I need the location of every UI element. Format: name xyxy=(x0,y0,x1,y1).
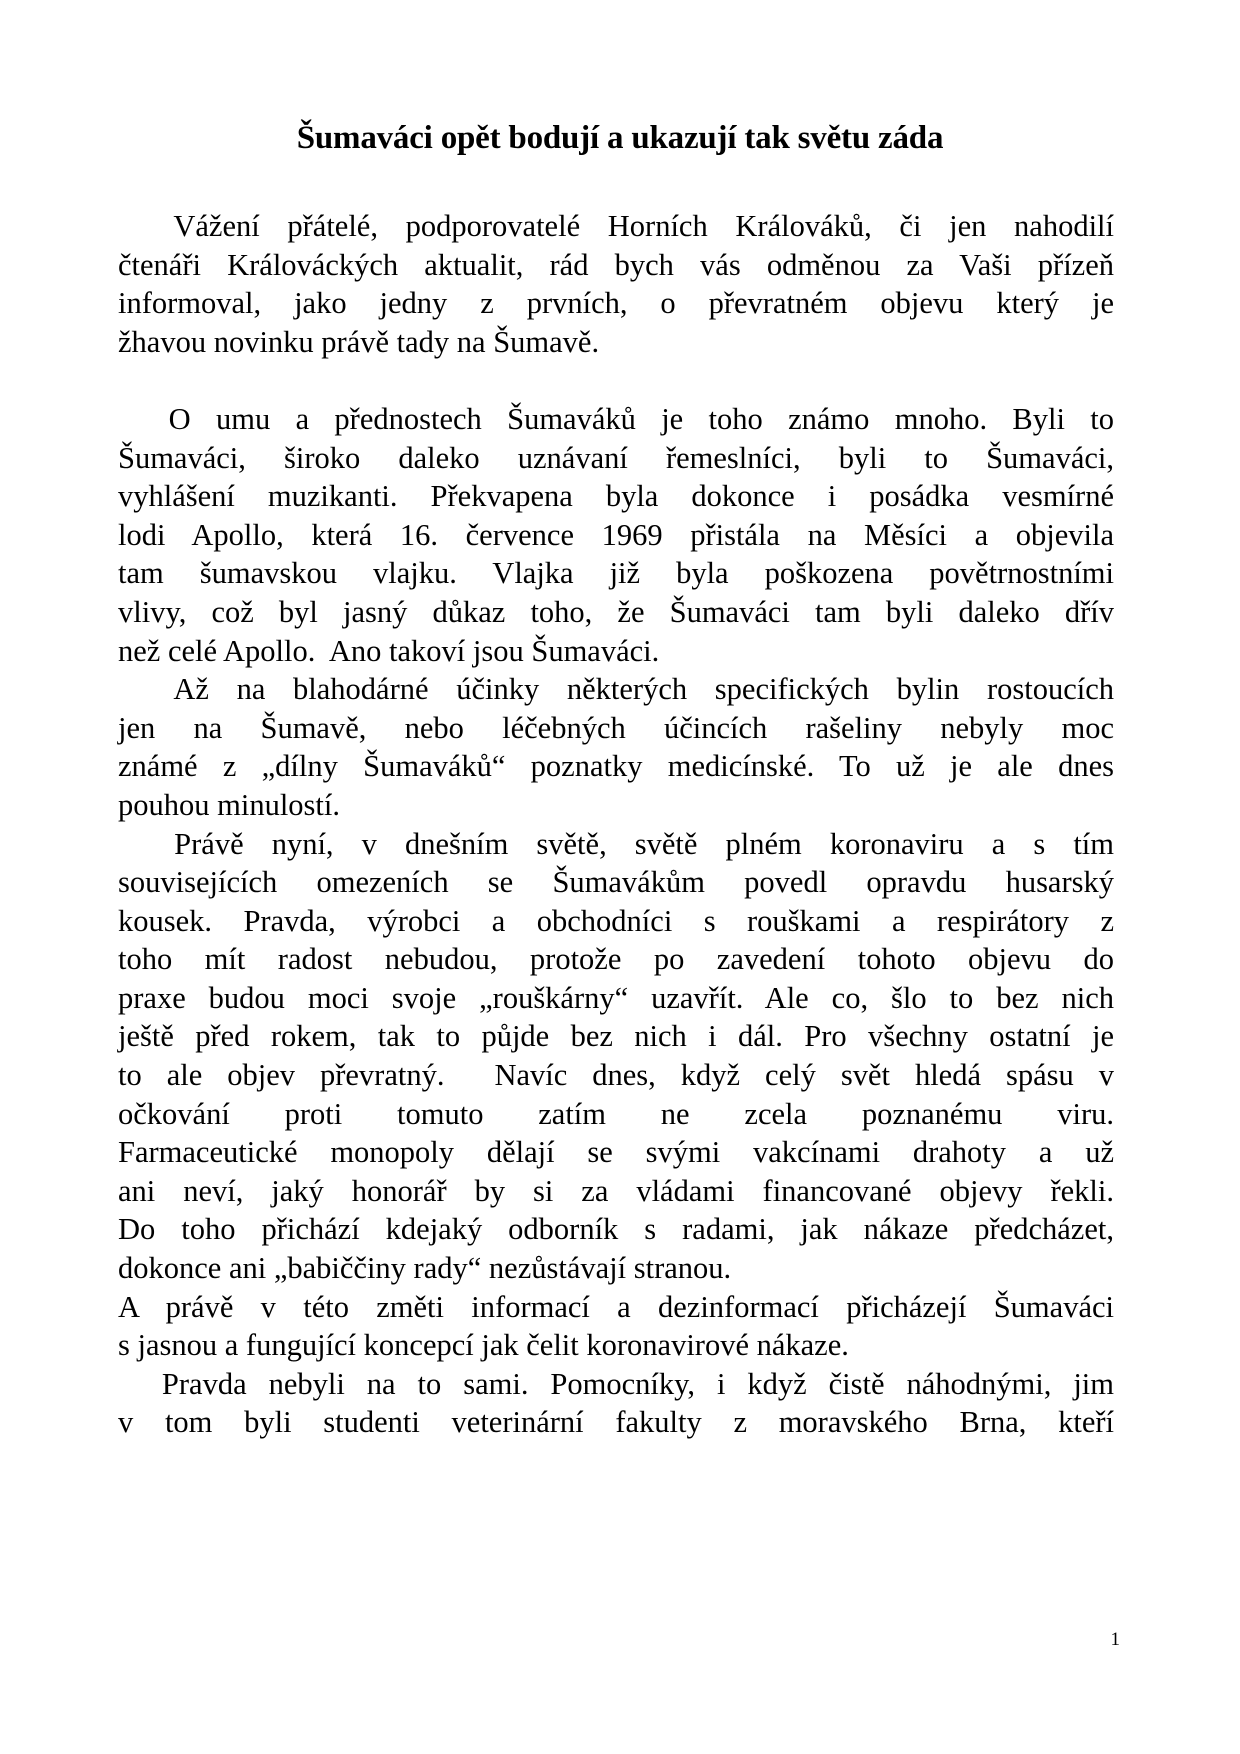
text-line: Šumaváci, široko daleko uznávaní řemeslníci, byli to Šumaváci, xyxy=(118,440,1114,475)
text-line: informoval, jako jedny z prvních, o převratném objevu který je xyxy=(118,286,1114,321)
text-line: známé z „dílny Šumaváků“ poznatky medicínské. To už je ale dnes xyxy=(118,749,1114,784)
text-line: čtenáři Králováckých aktualit, rád bych vás odměnou za Vaši přízeň xyxy=(118,247,1114,282)
text-line: v tom byli studenti veterinární fakulty z moravského Brna, kteří xyxy=(118,1405,1114,1440)
text-line: dokonce ani „babiččiny rady“ nezůstávají stranou. xyxy=(118,1251,732,1286)
text-line: ani neví, jaký honorář by si za vládami financované objevy řekli. xyxy=(118,1173,1114,1208)
document-body xyxy=(118,207,1114,1442)
text-line: souvisejících omezeních se Šumavákům povedl opravdu husarský xyxy=(118,865,1114,900)
text-line: O umu a přednostech Šumaváků je toho známo mnoho. Byli to xyxy=(118,401,1114,436)
text-line: Vážení přátelé, podporovatelé Horních Králováků, či jen nahodilí xyxy=(118,209,1114,243)
text-line: to ale objev převratný. Navíc dnes, když celý svět hledá spásu v xyxy=(118,1058,1114,1093)
text-line: A právě v této změti informací a dezinformací přicházejí Šumaváci xyxy=(118,1289,1114,1324)
text-line: očkování proti tomuto zatím ne zcela poznanému viru. xyxy=(118,1096,1114,1131)
text-line: než celé Apollo. Ano takoví jsou Šumaváci. xyxy=(118,633,660,668)
text-line: Až na blahodárné účinky některých specifických bylin rostoucích xyxy=(118,672,1114,707)
text-line: Farmaceutické monopoly dělají se svými vakcínami drahoty a už xyxy=(118,1135,1114,1170)
document-title: Šumaváci opět bodují a ukazují tak světu záda xyxy=(296,120,944,156)
page-number: 1 xyxy=(1110,1629,1120,1650)
text-line: kousek. Pravda, výrobci a obchodníci s rouškami a respirátory z xyxy=(118,903,1114,938)
text-line: ještě před rokem, tak to půjde bez nich i dál. Pro všechny ostatní je xyxy=(118,1019,1114,1054)
text-line: toho mít radost nebudou, protože po zavedení tohoto objevu do xyxy=(118,942,1114,977)
text-line: Právě nyní, v dnešním světě, světě plném koronaviru a s tím xyxy=(118,826,1114,861)
text-line: jen na Šumavě, nebo léčebných účincích rašeliny nebyly moc xyxy=(118,710,1114,745)
text-line: vlivy, což byl jasný důkaz toho, že Šumaváci tam byli daleko dřív xyxy=(118,594,1114,629)
text-line: vyhlášení muzikanti. Překvapena byla dokonce i posádka vesmírné xyxy=(118,479,1114,514)
text-line: Pravda nebyli na to sami. Pomocníky, i když čistě náhodnými, jim xyxy=(118,1366,1114,1401)
text-line: lodi Apollo, která 16. července 1969 přistála na Měsíci a objevila xyxy=(118,517,1114,552)
blank-line xyxy=(118,361,1114,400)
text-line: žhavou novinku právě tady na Šumavě. xyxy=(118,324,600,359)
text-line: tam šumavskou vlajku. Vlajka již byla poškozena povětrnostními xyxy=(118,556,1114,591)
text-line: Do toho přichází kdejaký odborník s radami, jak nákaze předcházet, xyxy=(118,1212,1114,1247)
text-line: pouhou minulostí. xyxy=(118,787,340,822)
text-line: praxe budou moci svoje „rouškárny“ uzavřít. Ale co, šlo to bez nich xyxy=(118,980,1114,1015)
text-line: s jasnou a fungující koncepcí jak čelit koronavirové nákaze. xyxy=(118,1328,849,1363)
